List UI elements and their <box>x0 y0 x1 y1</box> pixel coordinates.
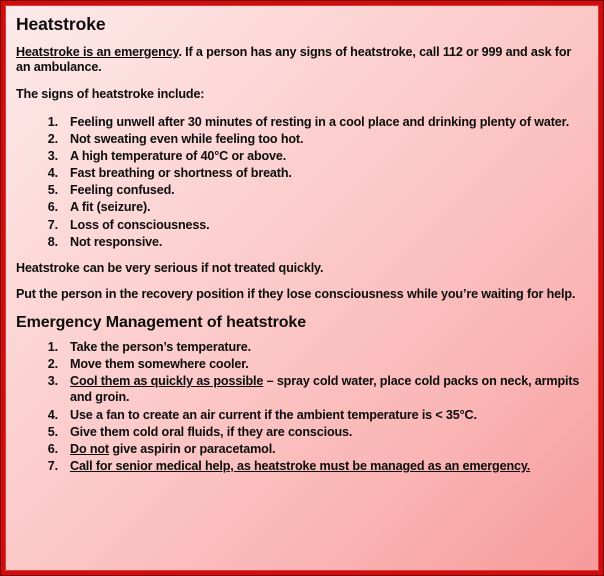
note-recovery-paragraph: Put the person in the recovery position if they lose consciousness while you’re waiting for help. <box>16 287 576 302</box>
list-item-text: Not sweating even while feeling too hot. <box>70 131 304 146</box>
list-item-number: 8. <box>47 234 58 249</box>
list-item <box>16 217 588 233</box>
list-item-text: Take the person’s temperature. <box>70 340 251 355</box>
list-item-underlined: Call for senior medical help, as heatstroke must be managed as an emergency. <box>70 458 531 473</box>
list-item <box>16 441 588 457</box>
list-item <box>16 148 588 164</box>
list-item-number: 4. <box>47 407 58 422</box>
management-list <box>16 339 588 474</box>
list-item <box>16 199 588 215</box>
section-title-management: Emergency Management of heatstroke <box>16 314 307 332</box>
note-serious-paragraph: Heatstroke can be very serious if not treated quickly. <box>16 260 324 275</box>
list-item-text: Feeling unwell after 30 minutes of resting in a cool place and drinking plenty of water. <box>70 114 570 129</box>
list-item-text: A high temperature of 40°C or above. <box>70 149 287 164</box>
list-item-number: 2. <box>47 357 58 372</box>
list-item-number: 2. <box>47 131 58 146</box>
list-item-text: A fit (seizure). <box>70 200 151 215</box>
list-item-text: – spray cold water, place cold packs on neck, armpits and groin. <box>70 374 580 405</box>
list-item-text: Feeling confused. <box>70 183 175 198</box>
intro-paragraph <box>16 45 588 76</box>
list-item-number: 6. <box>47 200 58 215</box>
list-item-number: 4. <box>47 166 58 181</box>
list-item <box>16 234 588 250</box>
list-item <box>16 407 588 423</box>
list-item-number: 3. <box>47 374 58 389</box>
list-item-number: 3. <box>47 149 58 164</box>
list-item-number: 5. <box>47 424 58 439</box>
list-item-underlined: Cool them as quickly as possible <box>70 374 264 389</box>
list-item-underlined: Do not <box>70 441 109 456</box>
signs-list <box>16 114 588 250</box>
list-item-text: Not responsive. <box>70 234 163 249</box>
list-item-text: Give them cold oral fluids, if they are conscious. <box>70 424 353 439</box>
list-item-number: 7. <box>47 458 58 473</box>
list-item <box>16 424 588 440</box>
list-item <box>16 373 588 405</box>
list-item <box>16 356 588 372</box>
slide-content <box>16 14 588 474</box>
list-item <box>16 114 588 130</box>
list-item-text: Loss of consciousness. <box>70 217 210 232</box>
intro-rest: . If a person has any signs of heatstroke, call 112 or 999 and ask for an ambulance. <box>16 44 572 75</box>
list-item <box>16 458 588 474</box>
list-item-text: Fast breathing or shortness of breath. <box>70 166 292 181</box>
list-item-number: 7. <box>47 217 58 232</box>
list-item-text: Move them somewhere cooler. <box>70 357 249 372</box>
list-item-number: 5. <box>47 183 58 198</box>
intro-emphasis: Heatstroke is an emergency <box>16 44 179 59</box>
list-item-number: 1. <box>47 114 58 129</box>
list-item-number: 1. <box>47 340 58 355</box>
list-item-text: Use a fan to create an air current if the ambient temperature is < 35°C. <box>70 407 477 422</box>
list-item-number: 6. <box>47 441 58 456</box>
page-title: Heatstroke <box>16 14 106 34</box>
list-item <box>16 339 588 355</box>
slide-body <box>5 5 599 571</box>
list-item <box>16 182 588 198</box>
signs-lead-paragraph: The signs of heatstroke include: <box>16 87 205 102</box>
list-item-text: give aspirin or paracetamol. <box>108 441 276 456</box>
list-item <box>16 131 588 147</box>
list-item <box>16 165 588 181</box>
